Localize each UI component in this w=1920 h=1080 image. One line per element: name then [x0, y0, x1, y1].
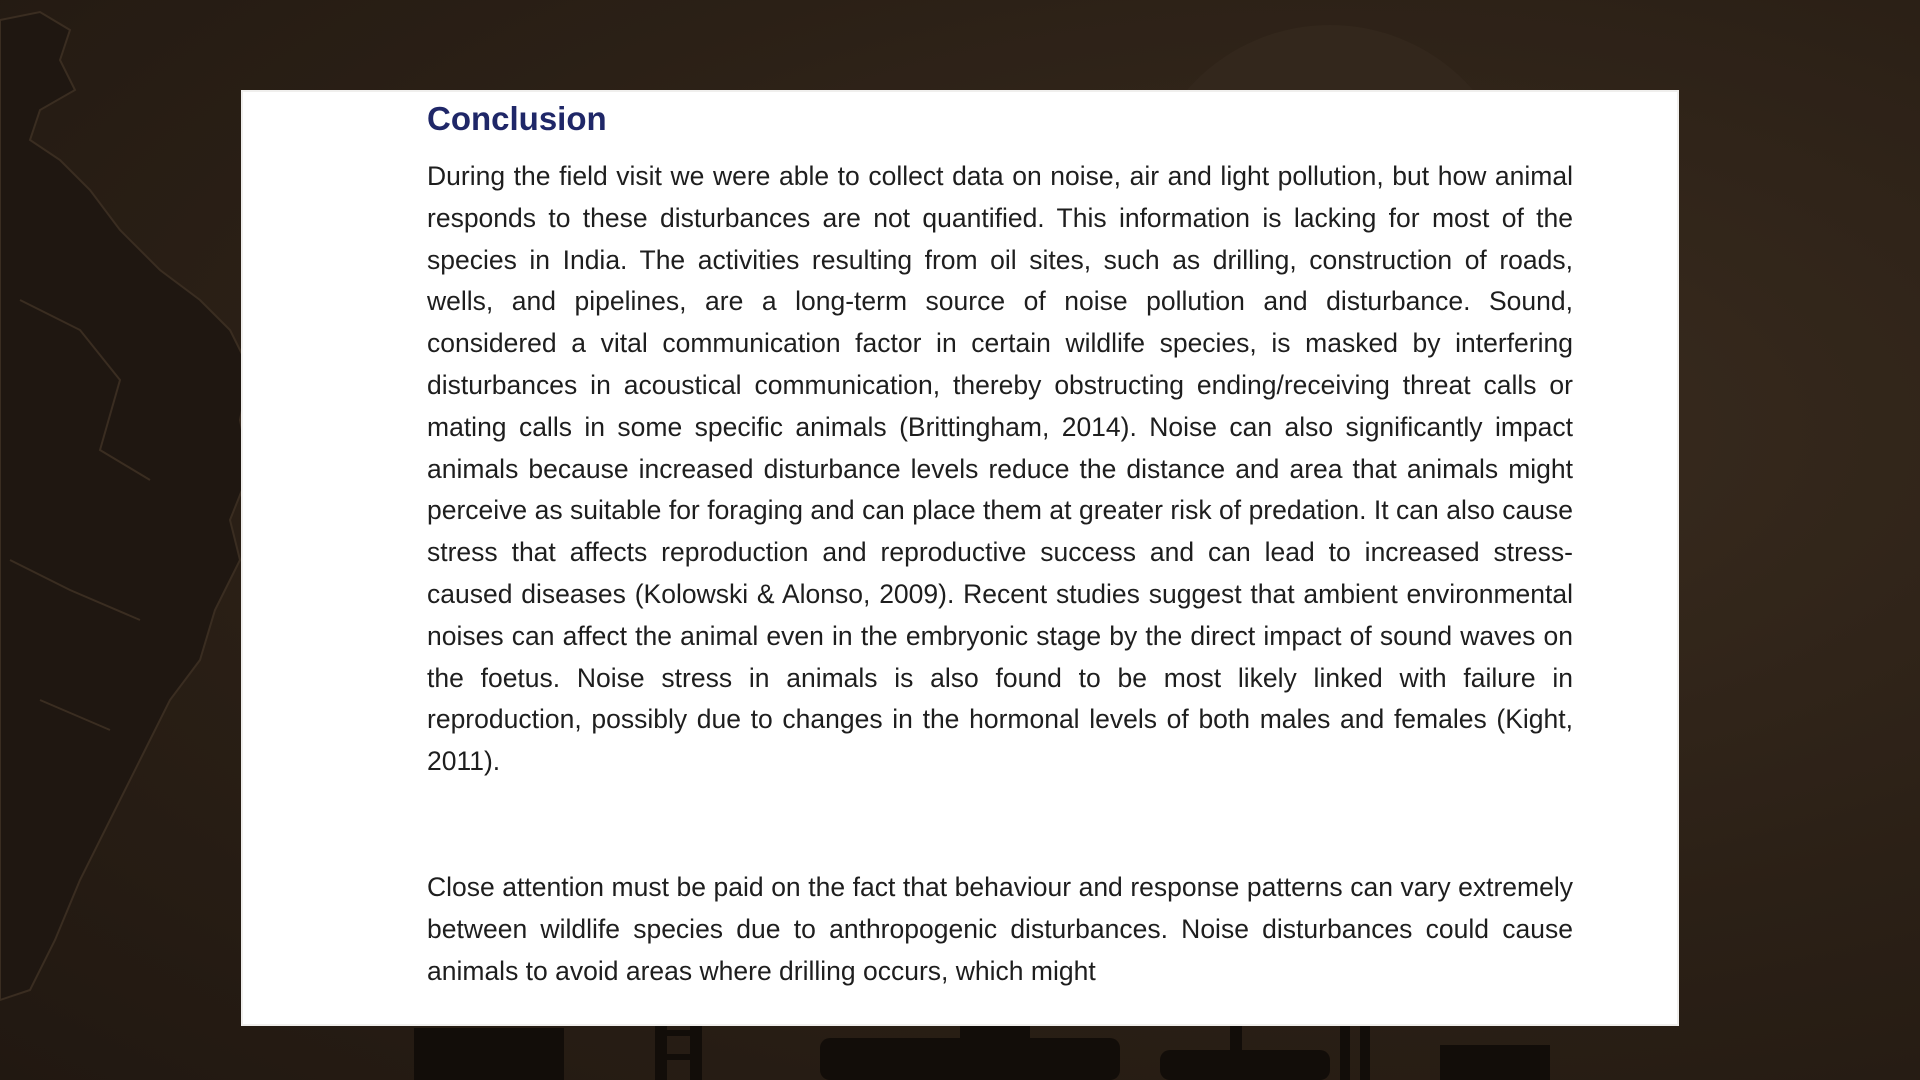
section-heading: Conclusion [427, 100, 607, 137]
india-map-silhouette [0, 0, 260, 1080]
paragraph-1: During the field visit we were able to collect data on noise, air and light pollution, but how animal responds to these disturbances are not quantified. This information is lacking for most of the species in India. The activities resulting from oil sites, such as drilling, construction of roads, wells, and pipelines, are a long-term source of noise pollution and disturbance. Sound, considered a vital communication factor in certain wildlife species, is masked by interfering disturbances in acoustical communication, thereby obstructing ending/receiving threat calls or mating calls in some specific animals (Brittingham, 2014). Noise can also significantly impact animals because increased disturbance levels reduce the distance and area that animals might perceive as suitable for foraging and can place them at greater risk of predation. It can also cause stress that affects reproduction and reproductive success and can lead to increased stress-caused diseases (Kolowski & Alonso, 2009). Recent studies suggest that ambient environmental noises can affect the animal even in the embryonic stage by the direct impact of sound waves on the foetus. Noise stress in animals is also found to be most likely linked with failure in reproduction, possibly due to changes in the hormonal levels of both males and females (Kight, 2011). [427, 161, 1573, 777]
document-content [427, 92, 1573, 992]
document-page [243, 92, 1677, 1024]
map-shape [0, 12, 250, 1000]
paragraph-2: Close attention must be paid on the fact that behaviour and response patterns can vary extremely between wildlife species due to anthropogenic disturbances. Noise disturbances could cause animals to avoid areas where drilling occurs, which might [427, 871, 1573, 986]
